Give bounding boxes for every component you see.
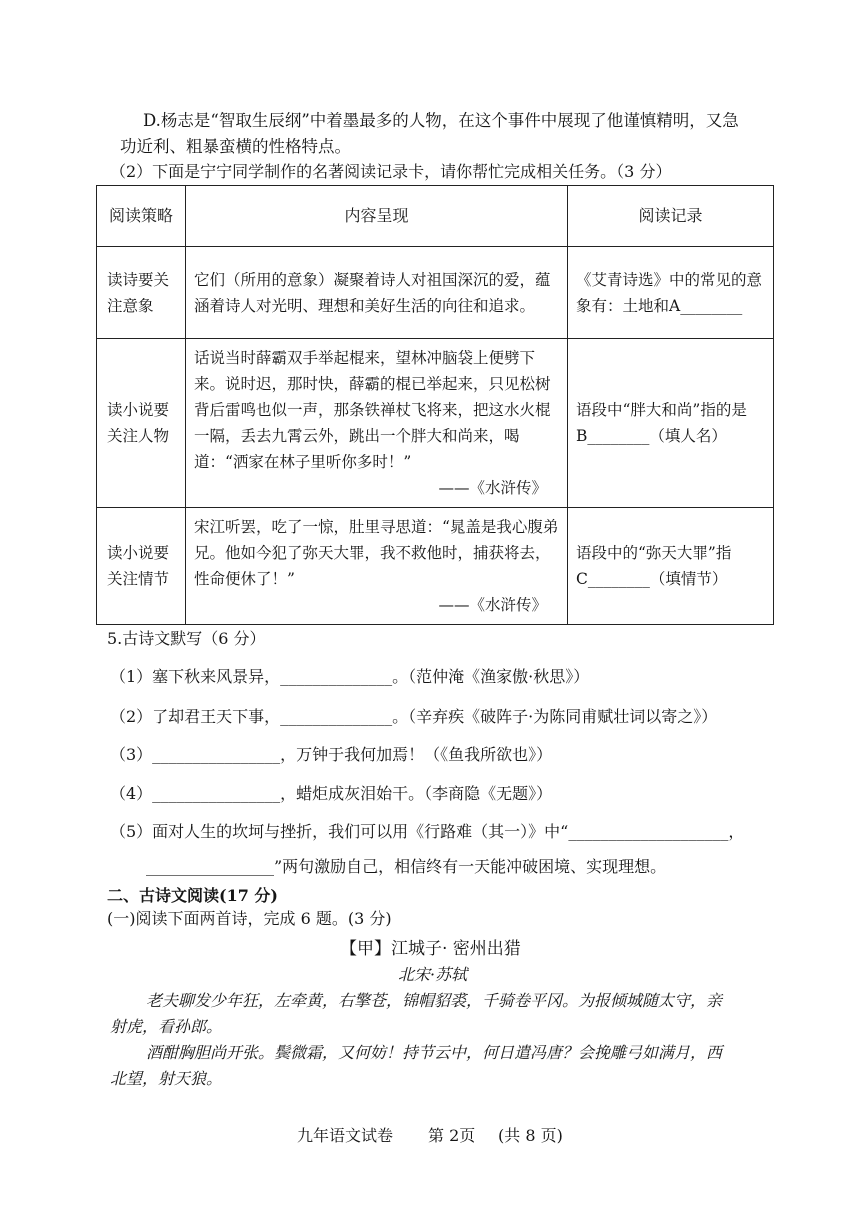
section-2-subtitle: (一)阅读下面两首诗，完成 6 题。(3 分) xyxy=(107,909,392,928)
recitation-item-3: （3）________________，万钟于我何加焉！（《鱼我所欲也》） xyxy=(110,745,553,764)
header-strategy: 阅读策略 xyxy=(97,186,186,247)
footer-page-number: 第 2页 xyxy=(428,1126,476,1145)
footer-exam-name: 九年语文试卷 xyxy=(297,1126,394,1145)
content-cell xyxy=(186,247,568,339)
recitation-item-5: （5）面对人生的坎坷与挫折，我们可以用《行路难（其一）》中“____________________， xyxy=(110,822,745,841)
option-d-line1: D.杨志是“智取生辰纲”中着墨最多的人物，在这个事件中展现了他谨慎精明，又急 xyxy=(143,111,739,130)
table-row xyxy=(97,339,774,508)
table-header-row xyxy=(97,186,774,247)
footer-total-pages: (共 8 页) xyxy=(498,1126,563,1145)
poem-para2-line2: 北望，射天狼。 xyxy=(110,1069,223,1088)
record-cell: 语段中“胖大和尚”指的是B________（填人名） xyxy=(568,339,774,508)
question-2-intro: （2）下面是宁宁同学制作的名著阅读记录卡，请你帮忙完成相关任务。（3 分） xyxy=(110,162,672,181)
header-record: 阅读记录 xyxy=(568,186,774,247)
strategy-cell: 读小说要关注人物 xyxy=(97,339,186,508)
recitation-item-1: （1）塞下秋来风景异，______________。（范仲淹《渔家傲·秋思》） xyxy=(110,667,590,686)
poem-para1-line1: 老夫聊发少年狂，左牵黄，右擎苍，锦帽貂裘，千骑卷平冈。为报倾城随太守，亲 xyxy=(146,991,723,1010)
content-text: 它们（所用的意象）凝聚着诗人对祖国深沉的爱，蕴涵着诗人对光明、理想和美好生活的向往和追求。 xyxy=(194,270,551,315)
recitation-item-4: （4）________________，蜡炬成灰泪始干。（李商隐《无题》） xyxy=(110,784,553,803)
section-2-title: 二、古诗文阅读(17 分) xyxy=(107,886,278,905)
source-citation: ——《水浒传》 xyxy=(438,596,547,614)
record-cell: 《艾青诗选》中的常见的意象有：土地和A________ xyxy=(568,247,774,339)
poem-title: 【甲】江城子· 密州出猎 xyxy=(340,939,521,959)
content-cell xyxy=(186,339,568,508)
content-text: 话说当时薛霸双手举起棍来，望林冲脑袋上便劈下来。说时迟，那时快，薛霸的棍已举起来，只见松树背后雷鸣也似一声，那条铁禅杖飞将来，把这水火棍一隔，丢去九霄云外，跳出一个胖大和尚来，喝道：“洒家在林子里听你多时！” xyxy=(194,349,551,471)
recitation-item-2: （2）了却君王天下事，______________。（辛弃疾《破阵子·为陈同甫赋壮词以寄之》） xyxy=(110,707,718,726)
header-content: 内容呈现 xyxy=(186,186,568,247)
poem-para2-line1: 酒酣胸胆尚开张。鬓微霜，又何妨！持节云中，何日遣冯唐？会挽雕弓如满月，西 xyxy=(146,1043,723,1062)
poem-author: 北宋·苏轼 xyxy=(398,965,468,984)
content-text: 宋江听罢，吃了一惊，肚里寻思道：“晁盖是我心腹弟兄。他如今犯了弥天大罪，我不救他时，捕获将去，性命便休了！” xyxy=(194,518,559,588)
question-5-title: 5.古诗文默写（6 分） xyxy=(107,629,266,648)
source-citation: ——《水浒传》 xyxy=(438,479,547,497)
reading-record-card xyxy=(96,185,774,625)
strategy-cell: 读小说要关注情节 xyxy=(97,508,186,625)
table-row xyxy=(97,247,774,339)
recitation-item-5-cont: ________________”两句激励自己，相信终有一天能冲破困境、实现理想。 xyxy=(146,857,667,876)
option-d-line2: 功近利、粗暴蛮横的性格特点。 xyxy=(120,137,351,156)
record-cell: 语段中的“弥天大罪”指C________（填情节） xyxy=(568,508,774,625)
content-cell xyxy=(186,508,568,625)
table-row xyxy=(97,508,774,625)
strategy-cell: 读诗要关注意象 xyxy=(97,247,186,339)
poem-para1-line2: 射虎，看孙郎。 xyxy=(110,1017,223,1036)
